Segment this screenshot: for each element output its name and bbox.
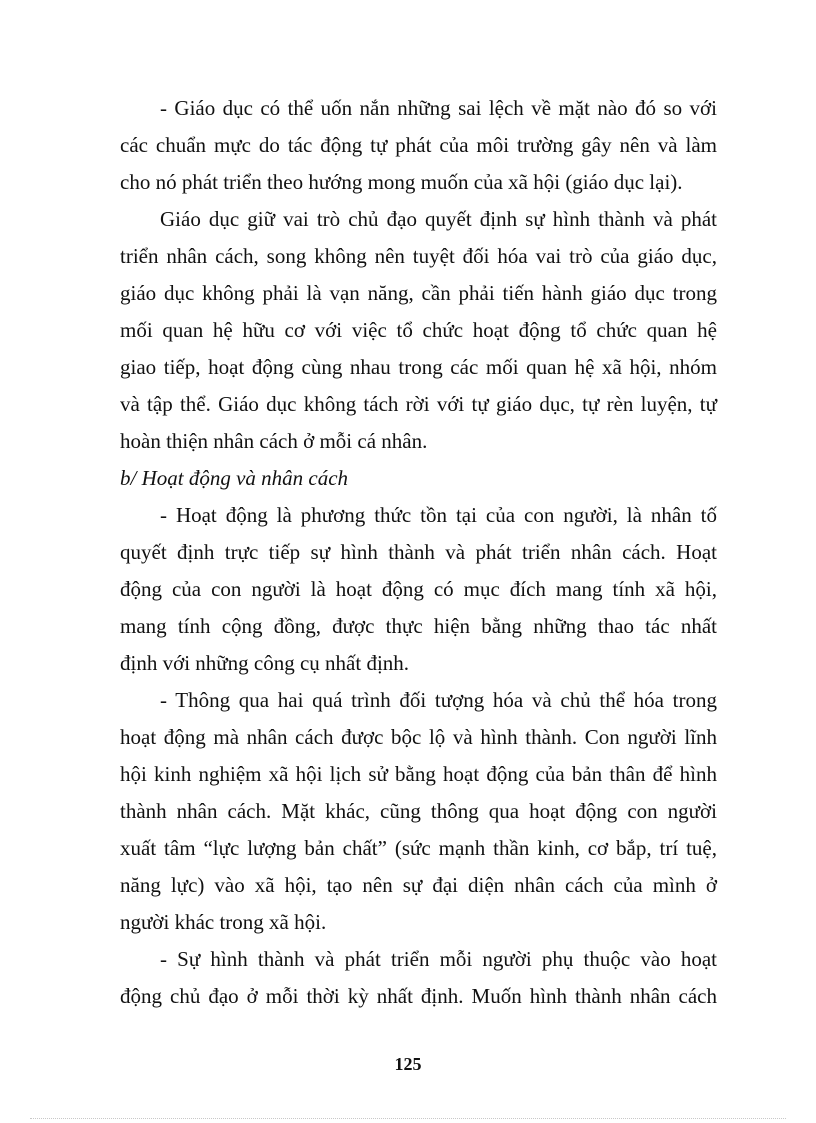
paragraph-line: hoàn thiện nhân cách ở mỗi cá nhân. (120, 429, 428, 453)
paragraph-line: năng lực) vào xã hội, tạo nên sự đại diện nhân cách của mình ở (120, 873, 717, 897)
paragraph-line: triển nhân cách, song không nên tuyệt đối hóa vai trò của giáo dục, (120, 244, 717, 268)
paragraph-line: mối quan hệ hữu cơ với việc tổ chức hoạt động tổ chức quan hệ (120, 318, 717, 342)
paragraph-line: xuất tâm “lực lượng bản chất” (sức mạnh thần kinh, cơ bắp, trí tuệ, (120, 836, 717, 860)
paragraph-line: quyết định trực tiếp sự hình thành và phát triển nhân cách. Hoạt (120, 540, 717, 564)
paragraph-line: động của con người là hoạt động có mục đích mang tính xã hội, (120, 577, 717, 601)
paragraph-line: giáo dục không phải là vạn năng, cần phải tiến hành giáo dục trong (120, 281, 717, 305)
paragraph-line: các chuẩn mực do tác động tự phát của môi trường gây nên và làm (120, 133, 717, 157)
paragraph-line: định với những công cụ nhất định. (120, 651, 410, 675)
paragraph-line: thành nhân cách. Mặt khác, cũng thông qua hoạt động con người (120, 799, 717, 823)
paragraph-line: - Giáo dục có thể uốn nắn những sai lệch về mặt nào đó so với (160, 96, 717, 120)
page-bottom-rule (30, 1118, 786, 1119)
section-heading: b/ Hoạt động và nhân cách (120, 466, 349, 490)
page-number: 125 (394, 1054, 422, 1074)
paragraph-line: giao tiếp, hoạt động cùng nhau trong các mối quan hệ xã hội, nhóm (120, 355, 717, 379)
paragraph-line: Giáo dục giữ vai trò chủ đạo quyết định sự hình thành và phát (160, 207, 717, 231)
paragraph-line: - Sự hình thành và phát triển mỗi người phụ thuộc vào hoạt (160, 947, 717, 971)
paragraph-line: người khác trong xã hội. (120, 910, 327, 934)
paragraph-line: cho nó phát triển theo hướng mong muốn của xã hội (giáo dục lại). (120, 170, 683, 194)
paragraph-line: hội kinh nghiệm xã hội lịch sử bằng hoạt động của bản thân để hình (120, 762, 717, 786)
paragraph-line: mang tính cộng đồng, được thực hiện bằng những thao tác nhất (120, 614, 717, 638)
paragraph-line: và tập thể. Giáo dục không tách rời với tự giáo dục, tự rèn luyện, tự (120, 392, 717, 416)
paragraph-line: động chủ đạo ở mỗi thời kỳ nhất định. Muốn hình thành nhân cách (120, 984, 717, 1008)
paragraph-line: hoạt động mà nhân cách được bộc lộ và hình thành. Con người lĩnh (120, 725, 717, 749)
paragraph-line: - Hoạt động là phương thức tồn tại của con người, là nhân tố (160, 503, 717, 527)
paragraph-line: - Thông qua hai quá trình đối tượng hóa và chủ thể hóa trong (160, 688, 717, 712)
